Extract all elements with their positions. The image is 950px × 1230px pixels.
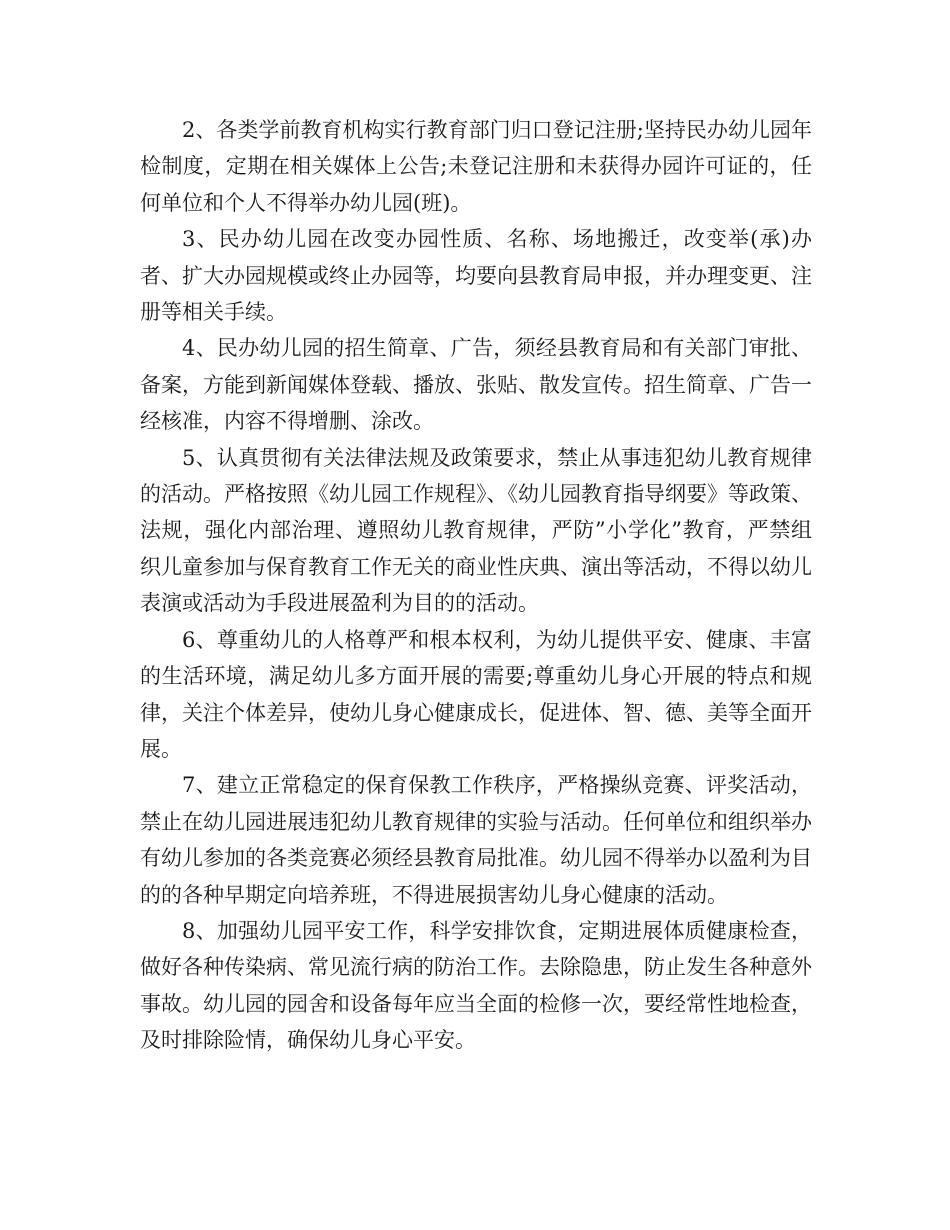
paragraph-item-8: 8、加强幼儿园平安工作，科学安排饮食，定期进展体质健康检查，做好各种传染病、常见流行病的防治工作。去除隐患，防止发生各种意外事故。幼儿园的园舍和设备每年应当全面的检修一次，要经常性地检查，及时排除险情，确保幼儿身心平安。 — [140, 918, 812, 1053]
paragraph-item-7: 7、建立正常稳定的保育保教工作秩序，严格操纵竞赛、评奖活动，禁止在幼儿园进展违犯幼儿教育规律的实验与活动。任何单位和组织举办有幼儿参加的各类竞赛必须经县教育局批准。幼儿园不得举办以盈利为目的的各种早期定向培养班，不得进展损害幼儿身心健康的活动。 — [140, 773, 812, 907]
paragraph-item-2: 2、各类学前教育机构实行教育部门归口登记注册;坚持民办幼儿园年检制度，定期在相关媒体上公告;未登记注册和未获得办园许可证的，任何单位和个人不得举办幼儿园(班)。 — [140, 118, 812, 215]
paragraph-item-6: 6、尊重幼儿的人格尊严和根本权利，为幼儿提供平安、健康、丰富的生活环境，满足幼儿多方面开展的需要;尊重幼儿身心开展的特点和规律，关注个体差异，使幼儿身心健康成长，促进体、智、德、美等全面开展。 — [140, 627, 812, 761]
paragraph-item-5: 5、认真贯彻有关法律法规及政策要求，禁止从事违犯幼儿教育规律的活动。严格按照《幼儿园工作规程》、《幼儿园教育指导纲要》等政策、法规，强化内部治理、遵照幼儿教育规律，严防”小学化”教育，严禁组织儿童参加与保育教育工作无关的商业性庆典、演出等活动，不得以幼儿表演或活动为手段进展盈利为目的的活动。 — [140, 445, 812, 616]
document-body — [140, 112, 812, 1059]
paragraph-item-3: 3、民办幼儿园在改变办园性质、名称、场地搬迁，改变举(承)办者、扩大办园规模或终止办园等，均要向县教育局申报，并办理变更、注册等相关手续。 — [140, 227, 812, 325]
paragraph-item-4: 4、民办幼儿园的招生简章、广告，须经县教育局和有关部门审批、备案，方能到新闻媒体登载、播放、张贴、散发宣传。招生简章、广告一经核准，内容不得增删、涂改。 — [140, 336, 812, 434]
